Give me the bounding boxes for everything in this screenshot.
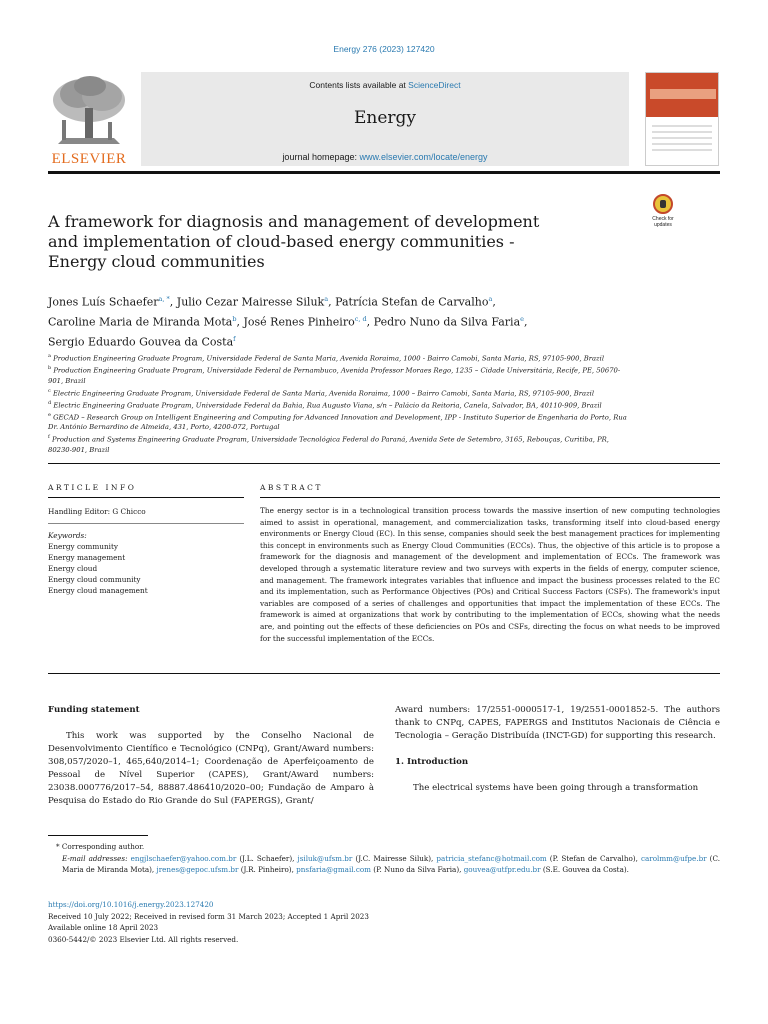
- author-name[interactable]: Sergio Eduardo Gouvea da Costa: [48, 335, 234, 349]
- footnotes: [48, 841, 720, 876]
- corresponding-author-note: * Corresponding author.: [56, 842, 145, 851]
- tree-icon: [48, 72, 130, 148]
- funding-continuation: Award numbers: 17/2551-0000517-1, 19/2551-0001852-5. The authors thank to CNPq, CAPES, FAPERGS and Institutos Nacionais de Ciência e Tecnologia – Geração Distribuída (INCT-GD) for supporting this research.: [395, 705, 720, 741]
- author-name[interactable]: Julio Cezar Mairesse Siluk: [176, 295, 325, 309]
- email-link[interactable]: engjlschaefer@yahoo.com.br: [130, 853, 237, 863]
- crossmark-icon: [653, 194, 673, 214]
- keyword-item[interactable]: Energy cloud: [48, 564, 98, 573]
- affiliation-item: $^b$ Production Engineering Graduate Program, Universidade Federal de Pernambuco, Avenida Professor Moraes Rego, 1235 – Cidade Universitária, Recife, PE, 50670-901, Brazil: [48, 365, 621, 385]
- check-for-updates-button[interactable]: Check for updates: [648, 194, 678, 228]
- email-link[interactable]: pnsfaria@gmail.com: [296, 865, 371, 874]
- contents-line: Contents lists available at ScienceDirect: [309, 80, 461, 90]
- affiliation-item: $^f$ Production and Systems Engineering Graduate Program, Universidade Tecnológica Federal do Paraná, Avenida Sete de Setembro, 3165, Rebouças, Curitiba, PR, 80230-901, Brazil: [48, 434, 609, 454]
- keyword-item[interactable]: Energy cloud management: [48, 586, 148, 595]
- affiliation-item: $^c$ Electric Engineering Graduate Program, Universidade Federal de Santa Maria, Avenida Roraima, 1000 – Bairro Camobi, Santa Maria, RS, 97105-900, Brazil: [48, 387, 595, 397]
- email-link[interactable]: patricia_stefanc@hotmail.com: [436, 853, 547, 863]
- affiliation-marker[interactable]: a: [488, 295, 493, 303]
- affiliation-marker[interactable]: a, *: [158, 295, 170, 303]
- author-name[interactable]: Jones Luís Schaefer: [48, 295, 159, 309]
- affiliation-marker[interactable]: f: [233, 335, 236, 344]
- abstract-heading: ABSTRACT: [260, 483, 323, 492]
- available-online: Available online 18 April 2023: [48, 923, 159, 932]
- journal-name: Energy: [353, 108, 417, 128]
- elsevier-wordmark: ELSEVIER: [51, 151, 127, 167]
- author-name[interactable]: Pedro Nuno da Silva Faria: [373, 315, 521, 329]
- homepage-line: journal homepage: www.elsevier.com/locate/energy: [282, 152, 488, 162]
- info-divider: [48, 523, 244, 524]
- keywords-block: [48, 530, 148, 596]
- journal-cover-thumbnail[interactable]: [645, 72, 719, 166]
- introduction-text: The electrical systems have been going through a transformation: [413, 783, 699, 793]
- affiliation-item: $^d$ Electric Engineering Graduate Program, Universidade Federal da Bahia, Rua Augusto Viana, s/n – Palácio da Reitoria, Canela, Salvador, BA, 40110-909, Brazil: [48, 399, 602, 410]
- email-addresses: E-mail addresses: engjlschaefer@yahoo.com.br (J.L. Schaefer), jsiluk@ufsm.br (J.C. Mairesse Siluk), patricia_stefanc@hotmail.com (P. Stefan de Carvalho), carolmm@ufpe.br (C. Maria de Miranda Mota), jrenes@gepoc.ufsm.br (J.R. Pinheiro), pnsfaria@gmail.com (P. Nuno da Silva Faria), gouvea@utfpr.edu.br (S.E. Gouvea da Costa).: [62, 853, 721, 874]
- header-rule: [48, 171, 720, 174]
- keyword-item[interactable]: Energy community: [48, 542, 119, 551]
- keyword-item[interactable]: Energy management: [48, 553, 126, 562]
- introduction-heading: 1. Introduction: [395, 757, 469, 767]
- article-info-heading: ARTICLE INFO: [48, 483, 137, 492]
- doi-link[interactable]: https://doi.org/10.1016/j.energy.2023.127420: [48, 900, 214, 909]
- publication-info: [48, 899, 720, 945]
- affiliation-marker[interactable]: c, d: [354, 315, 367, 324]
- abstract-text: The energy sector is in a technological transition process towards the massive insertion of new computing technologies aimed to assist in operational, management, and commercialization tasks, transforming itself into cloud-based energy environments or Energy Cloud (EC). In this sense, companies should seek the best management practices for implementing this concept in environments such as Energy Cloud Communities (ECCs). Thus, the objective of this article is to propose a framework for the diagnosis and management of the development and implementation of ECCs. The framework was developed through a systematic literature review and two surveys with experts in the fields of energy, computer science, and management. The framework integrates variables that influence and impact the business processes related to the EC and its implementation, such as Performance Objectives (POs) and Critical Success Factors (CSFs). The framework's input variables are composed of a series of challenges and opportunities that impact the implementation of these ECCs. The framework is aimed at organizations that work by contributing to the implementation of ECCs, showing what the needs are, and pointing out the effects of these deficiencies on POs and CSFs, directing the focus on what needs to be improved for the successful implementation of the ECCs.: [260, 506, 720, 643]
- funding-text: This work was supported by the Conselho Nacional de Desenvolvimento Científico e Tecnológico (CNPq), Grant/Award numbers: 308,057/2020–1, 465,640/2014–1; Coordenação de Aperfeiçoamento de Pessoal de Nível Superior (CAPES), Grant/Award numbers: 23038.000776/2017–54, 88887.486410/2020–00; Fundação de Amparo à Pesquisa do Estado do Rio Grande do Sul (FAPERGS), Grant/: [48, 731, 374, 806]
- body-column-left: [48, 704, 374, 808]
- paper-title: A framework for diagnosis and management of development and implementation of cloud-based energy communities - Energy cloud communities: [48, 212, 540, 271]
- affiliations: [48, 351, 628, 455]
- body-column-right: [395, 704, 720, 795]
- copyright: 0360-5442/© 2023 Elsevier Ltd. All rights reserved.: [48, 934, 239, 944]
- received-dates: Received 10 July 2022; Received in revised form 31 March 2023; Accepted 1 April 2023: [48, 911, 369, 921]
- info-rule: [48, 497, 244, 498]
- affiliation-marker[interactable]: e: [520, 315, 524, 324]
- author-list: Jones Luís Schaefer$^{a, *}$, Julio Cezar Mairesse Siluk$^a$, Patrícia Stefan de Carvalho$^a$, Caroline Maria de Miranda Mota$^b$, José Renes Pinheiro$^{c, d}$, Pedro Nuno da Silva Faria$^e$, Sergio Eduardo Gouvea da Costa$^f$: [48, 295, 528, 349]
- elsevier-logo: [48, 72, 130, 168]
- affiliation-marker[interactable]: b: [232, 315, 237, 324]
- abstract-rule: [260, 497, 720, 498]
- journal-homepage-link[interactable]: www.elsevier.com/locate/energy: [359, 152, 488, 162]
- email-link[interactable]: jrenes@gepoc.ufsm.br: [156, 865, 239, 874]
- funding-heading: Funding statement: [48, 705, 140, 715]
- email-link[interactable]: carolmm@ufpe.br: [640, 853, 707, 863]
- author-name[interactable]: José Renes Pinheiro: [243, 315, 355, 329]
- email-link[interactable]: jsiluk@ufsm.br: [297, 853, 353, 863]
- keyword-item[interactable]: Energy cloud community: [48, 575, 141, 584]
- keyword-list: [48, 541, 148, 596]
- email-label: E-mail addresses:: [62, 853, 131, 863]
- footnote-rule: [48, 835, 148, 836]
- affiliation-item: $^a$ Production Engineering Graduate Program, Universidade Federal de Santa Maria, Avenida Roraima, 1000 - Bairro Camobi, Santa Maria, RS, 97105-900, Brazil: [48, 353, 604, 363]
- journal-reference[interactable]: Energy 276 (2023) 127420: [333, 44, 435, 54]
- author-name[interactable]: Patrícia Stefan de Carvalho: [335, 295, 489, 309]
- handling-editor: Handling Editor: G Chicco: [48, 507, 146, 516]
- author-name[interactable]: Caroline Maria de Miranda Mota: [48, 315, 233, 329]
- journal-masthead: [141, 72, 629, 166]
- sciencedirect-link[interactable]: ScienceDirect: [408, 80, 461, 90]
- section-rule: [48, 463, 720, 464]
- email-link[interactable]: gouvea@utfpr.edu.br: [463, 865, 541, 874]
- keywords-label: Keywords:: [48, 531, 87, 540]
- affiliation-item: $^e$ GECAD – Research Group on Intelligent Engineering and Computing for Advanced Innovation and Development, IPP - Instituto Superior de Engenharia do Porto, Rua Dr. António Bernardino de Almeida, 431, Porto, 4200-072, Portugal: [48, 412, 627, 432]
- affiliation-marker[interactable]: a: [324, 295, 329, 303]
- section-rule-bottom: [48, 673, 720, 674]
